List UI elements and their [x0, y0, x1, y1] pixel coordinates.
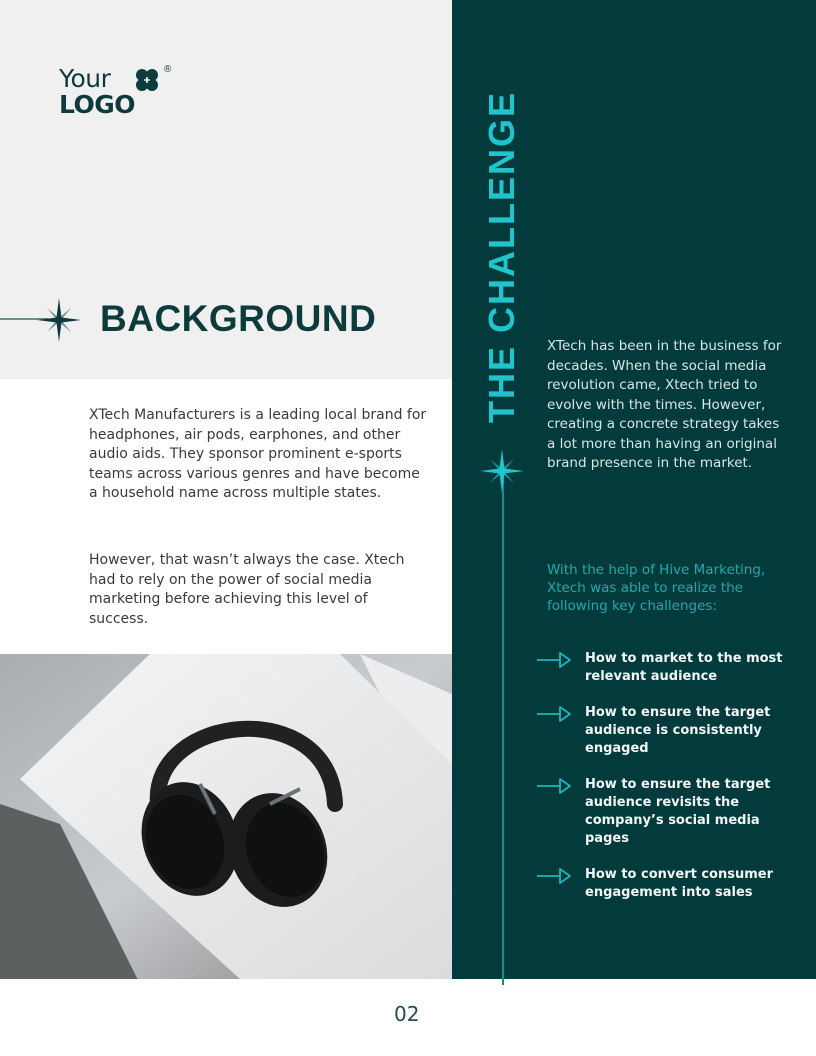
list-item [536, 650, 796, 686]
background-heading: BACKGROUND [100, 298, 377, 339]
company-logo [59, 64, 172, 119]
page-number: 02 [394, 1002, 420, 1026]
list-item [536, 704, 796, 758]
list-item-label: How to convert consumer engagement into sales [585, 867, 774, 900]
challenge-list [536, 650, 796, 920]
registered-mark: ® [164, 64, 172, 75]
sparkle-star-icon [478, 447, 526, 495]
background-paragraph-2: However, that wasn’t always the case. Xtech had to rely on the power of social media marketing before achieving this level of success. [89, 552, 405, 627]
logo-text-logo: LOGO [59, 90, 136, 119]
challenge-help-text: With the help of Hive Marketing, Xtech was able to realize the following key challenges: [547, 562, 766, 614]
challenge-heading: THE CHALLENGE [481, 91, 522, 423]
headphones-image-icon [0, 654, 452, 979]
list-item-label: How to ensure the target audience revisits the company’s social media pages [585, 777, 771, 846]
arrow-right-icon [536, 867, 572, 887]
list-item [536, 776, 796, 848]
headphones-photo [0, 654, 452, 979]
list-item-label: How to market to the most relevant audience [585, 651, 783, 684]
background-paragraph-1: XTech Manufacturers is a leading local brand for headphones, air pods, earphones, and other audio aids. They sponsor prominent e-sports teams across various genres and have become a household name across multiple states. [89, 407, 427, 501]
arrow-right-icon [536, 777, 572, 797]
clover-logo-icon [135, 68, 159, 92]
logo-text-your: Your [59, 64, 111, 93]
list-item-label: How to ensure the target audience is consistently engaged [585, 705, 771, 756]
sparkle-star-icon [35, 296, 83, 344]
arrow-right-icon [536, 705, 572, 725]
vertical-divider-line [502, 480, 504, 985]
list-item [536, 866, 796, 902]
challenge-intro: XTech has been in the business for decades. When the social media revolution came, Xtech tried to evolve with the times. However, creating a concrete strategy takes a lot more than having an original brand presence in the market. [547, 338, 782, 471]
arrow-right-icon [536, 651, 572, 671]
